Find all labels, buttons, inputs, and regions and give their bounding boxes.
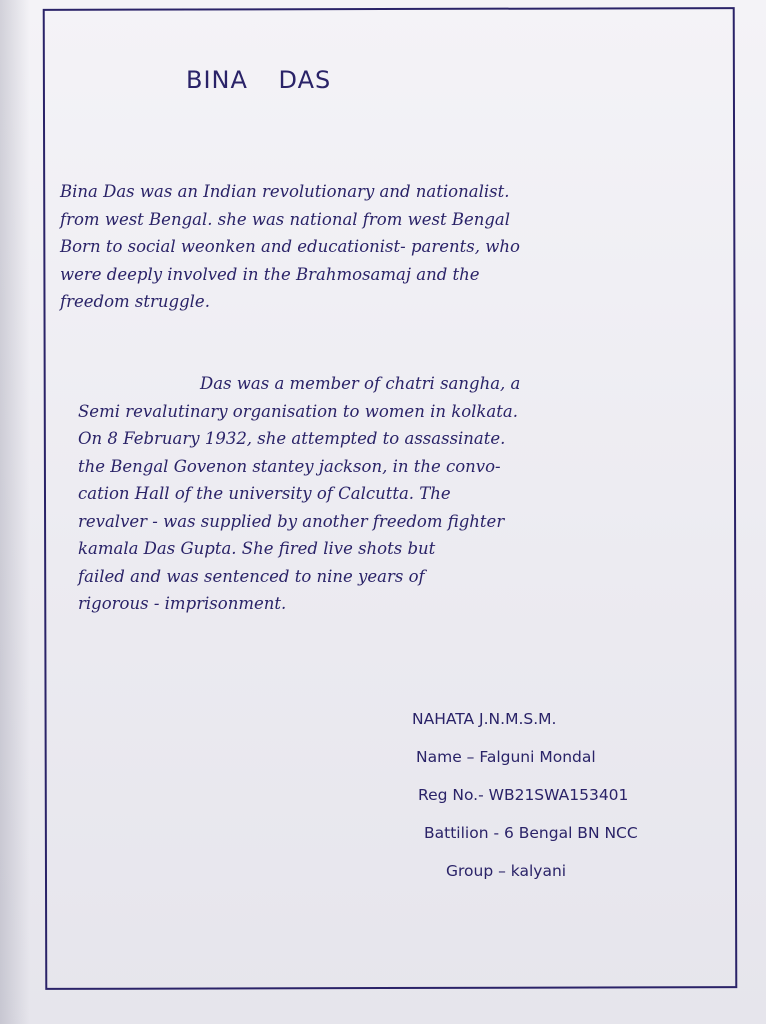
text-line: Semi revalutinary organisation to women in kolkata. xyxy=(78,401,518,421)
text-line: cation Hall of the university of Calcutta. The xyxy=(78,484,451,503)
text-line: On 8 February 1932, she attempted to assassinate. xyxy=(78,429,506,448)
text-line: revalver - was supplied by another freedom fighter xyxy=(78,511,505,531)
school-name: NAHATA J.N.M.S.M. xyxy=(412,710,557,728)
registration-number: Reg No.- WB21SWA153401 xyxy=(418,786,629,804)
text-line: the Bengal Govenon stantey jackson, in the convo- xyxy=(78,456,501,476)
battalion: Battilion - 6 Bengal BN NCC xyxy=(424,824,638,842)
paragraph-history xyxy=(78,370,520,618)
text-line: were deeply involved in the Brahmosamaj and the xyxy=(60,264,480,284)
group-name: Group – kalyani xyxy=(446,862,567,880)
text-line: Born to social weonken and educationist- parents, who xyxy=(60,237,520,256)
text-line: Das was a member of chatri sangha, a xyxy=(200,374,521,393)
text-line: rigorous - imprisonment. xyxy=(78,594,287,613)
text-line: Bina Das was an Indian revolutionary and nationalist. xyxy=(60,182,510,201)
text-line: freedom struggle. xyxy=(60,292,210,311)
page-shadow xyxy=(0,0,30,1024)
text-line: from west Bengal. she was national from west Bengal xyxy=(60,209,511,229)
signature-block xyxy=(412,700,638,890)
text-line: kamala Das Gupta. She fired live shots but xyxy=(78,539,436,558)
paragraph-intro xyxy=(60,178,520,316)
student-name: Name – Falguni Mondal xyxy=(416,748,596,766)
essay-title: BINA DAS xyxy=(186,66,332,94)
text-line: failed and was sentenced to nine years of xyxy=(78,566,425,586)
